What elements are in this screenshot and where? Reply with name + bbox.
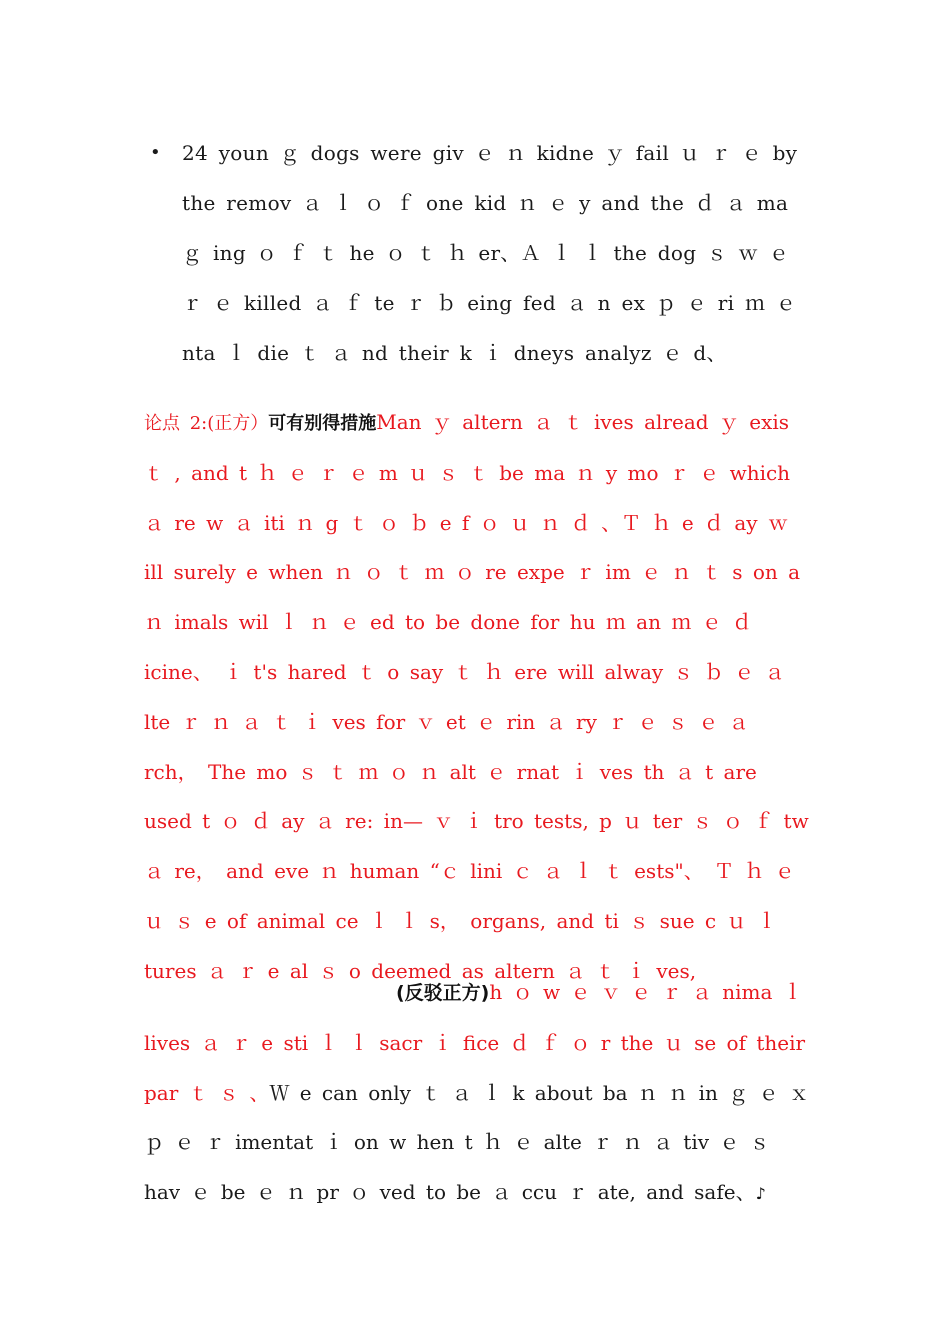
bullet-item — [150, 128, 810, 378]
argument-text: Man ｙ altern ａ ｔ ives alread ｙ exis ｔ , and t ｈ ｅ ｒ ｅ m ｕ ｓ ｔ be ma ｎ y mo ｒ ｅ which ａ re w ａ iti ｎ g ｔ ｏ ｂ e f ｏ ｕ ｎ ｄ 、Ｔ ｈ e ｄ ay ｗ ill surely e when ｎ ｏ ｔ ｍ ｏ re expe ｒ im ｅ ｎ ｔ s on a ｎ imals wil ｌ ｎ ｅ ed to be done for hu ｍ an ｍ ｅ ｄ icine、 ｉ t's hared ｔ o say ｔ ｈ ere will alway ｓ ｂ ｅ ａ lte ｒ ｎ ａ ｔ ｉ ves for ｖ et ｅ rin ａ ry ｒ ｅ ｓ ｅ ａ rch， The mo ｓ ｔ ｍ ｏ ｎ alt ｅ rnat ｉ ves th ａ t are used t ｏ ｄ ay ａ re: in— ｖ ｉ tro tests, p ｕ ter ｓ ｏ ｆ tw ａ re， and eve ｎ human “ｃ lini ｃ ａ ｌ ｔ ests"、 Ｔ ｈ ｅ ｕ ｓ e of animal ce ｌ ｌ s， organs, and ti ｓ sue c ｕ ｌ tures ａ ｒ e al ｓ o deemed as altern ａ ｔ ｉ ves, — [144, 410, 820, 983]
rebuttal-label: (反驳正方) — [396, 982, 490, 1004]
argument-paragraph — [144, 398, 820, 997]
paragraph-end-icon: ♪ — [755, 1184, 766, 1204]
argument-label: 论点 2:(正方） — [144, 413, 269, 434]
argument-title: 可有别得措施 — [268, 413, 377, 434]
rebuttal-paragraph — [144, 968, 820, 1219]
rebuttal-black-text: Ｗ e can only ｔ ａ ｌ k about ba ｎ ｎ in ｇ ｅ ｘ ｐ ｅ ｒ imentat ｉ on w hen t ｈ ｅ alte ｒ ｎ ａ tiv ｅ ｓ hav ｅ be ｅ ｎ pr ｏ ved to be ａ ccu ｒ ate, and safe、 — [144, 1080, 820, 1205]
rebuttal-red-text: h ｏ w ｅ ｖ ｅ ｒ ａ nima ｌ lives ａ ｒ e sti ｌ ｌ sacr ｉ fice ｄ ｆ ｏ r the ｕ se of their par ｔ ｓ 、 — [144, 980, 816, 1105]
bullet-dot: • — [150, 142, 161, 163]
bullet-text: 24 youn ｇ dogs were giv ｅ ｎ kidne ｙ fail ｕ ｒ ｅ by the remov ａ ｌ ｏ ｆ one kid ｎ ｅ y and the ｄ ａ ma ｇ ing ｏ ｆ ｔ he ｏ ｔ ｈ er、Ａ ｌ ｌ the dog ｓ ｗ ｅ ｒ ｅ killed ａ ｆ te ｒ ｂ eing fed ａ n ex ｐ ｅ ri ｍ ｅ nta ｌ die ｔ ａ nd their k ｉ dneys analyz ｅ d、 — [182, 141, 808, 365]
